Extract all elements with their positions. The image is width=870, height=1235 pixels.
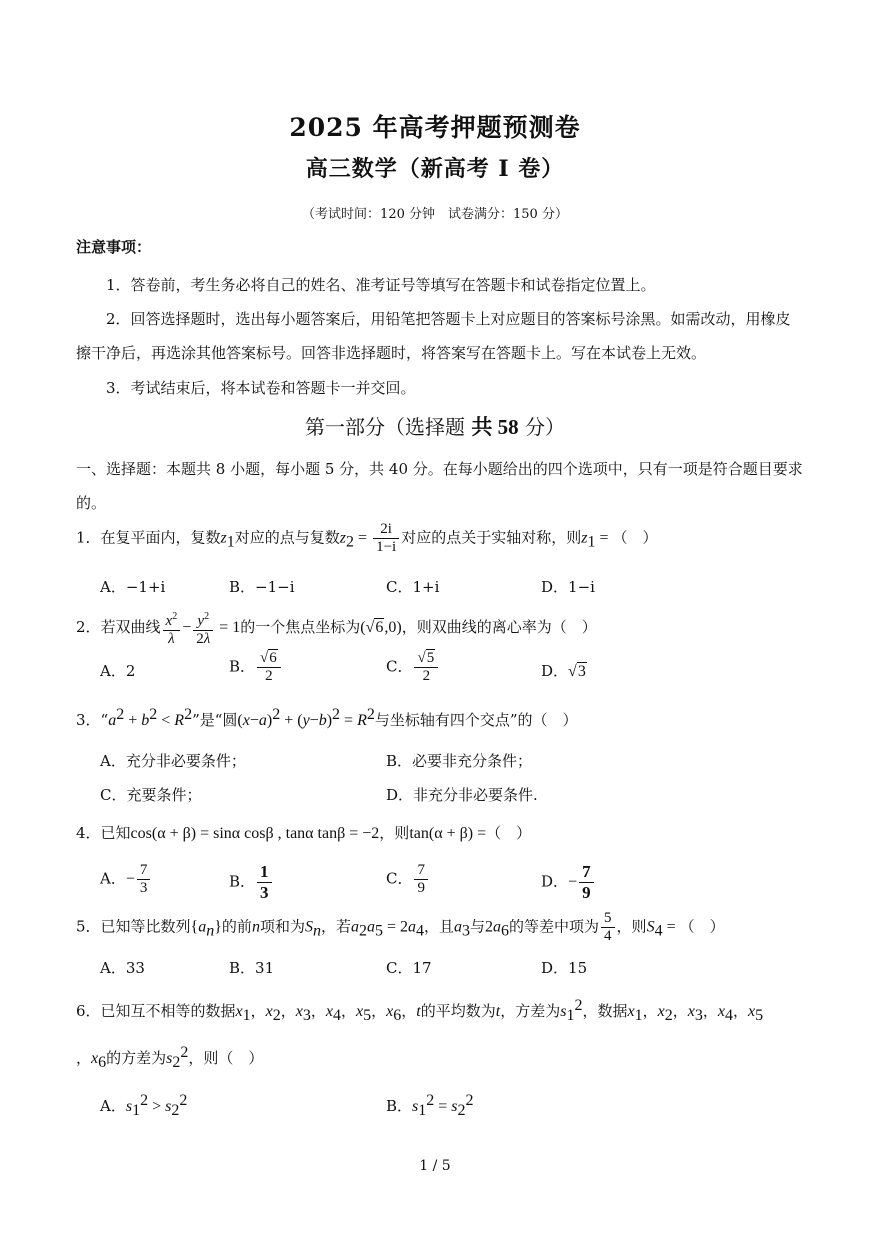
q2-option-d: D．√3 [541, 662, 586, 680]
q5-option-d: D．15 [541, 959, 588, 977]
notice-heading: 注意事项： [76, 238, 152, 256]
q5-option-b: B．31 [229, 959, 275, 977]
q6-option-b: B．$s_1^2 = s_2^2$ [386, 1092, 474, 1119]
q1-option-b: B．−1−i [229, 578, 295, 596]
notice-item-3: 3．考试结束后，将本试卷和答题卡一并交回。 [106, 379, 416, 397]
exam-time-info: （考试时间：120 分钟 试卷满分：150 分） [302, 207, 568, 222]
q6-option-a: A．$s_1^2 > s_2^2$ [100, 1092, 188, 1119]
q2-option-b: B． $\frac{√6}{2}$ [229, 650, 283, 685]
q4-option-b: B． $\frac{1}{3}$ [229, 862, 274, 903]
q4-option-d: D．− $\frac{7}{9}$ [541, 862, 596, 903]
question-3: 3．“$a^2 + b^2 < R^2$”是“圆$(x-a)^2 + (y-b)^2 = R^2$与坐标轴有四个交点”的（ ） [76, 706, 578, 729]
q3-option-c: C．充要条件； [100, 786, 202, 804]
question-6: 6．已知互不相等的数据$x_1$，$x_2$，$x_3$，$x_4$，$x_5$，$x_6$，t的平均数为t，方差为$s_1^2$，数据$x_1$，$x_2$，$x_3$，$x_4$，$x_5$ [76, 997, 764, 1024]
q1-option-d: D．1−i [541, 578, 595, 596]
q4-option-c: C． $\frac{7}{9}$ [386, 862, 430, 897]
question-4: 4．已知cos(α + β) = sinα cosβ , tanα tanβ = −2，则tan(α + β) =（ ） [76, 824, 532, 842]
q3-option-a: A．充分非必要条件； [100, 752, 246, 770]
question-6-line-2: ，$x_6$的方差为$s_2^2$，则（ ） [76, 1044, 264, 1071]
exam-subtitle: 高三数学（新高考 I 卷） [305, 156, 565, 182]
q3-option-b: B．必要非充分条件； [386, 752, 533, 770]
question-1: 1．在复平面内，复数$z_1$对应的点与复数$z_2$ = $\frac{2i}{1-i}$ 对应的点关于实轴对称，则$z_1$ = （ ） [76, 521, 658, 555]
q2-option-a: A．2 [100, 662, 136, 680]
question-2: 2．若双曲线 $\frac{x^2}{\lambda}$ − $\frac{y^2}{2\lambda}$ = 1的一个焦点坐标为(√6,0)，则双曲线的离心率为（ ） [76, 608, 597, 648]
question-5: 5．已知等比数列$\{a_n\}$的前n项和为$S_n$，若$a_2a_5 = 2a_4$，且$a_3$与$2a_6$的等差中项为 $\frac{5}{4}$ ，则$S_4$ = （ ） [76, 910, 725, 944]
part-title: 第一部分（选择题 共 58 分） [305, 415, 565, 439]
q1-option-a: A．−1+i [100, 578, 166, 596]
notice-item-2: 2．回答选择题时，选出每小题答案后，用铅笔把答题卡上对应题目的答案标号涂黑。如需改动，用橡皮擦干净后，再选涂其他答案标号。回答非选择题时，将答案写在答题卡上。写在本试卷上无效。 [76, 310, 791, 362]
q5-option-c: C．17 [386, 959, 432, 977]
q4-option-a: A．− $\frac{7}{3}$ [100, 862, 152, 897]
notice-item-1: 1．答卷前，考生务必将自己的姓名、准考证号等填写在答题卡和试卷指定位置上。 [106, 276, 656, 294]
page-number: 1 / 5 [419, 1158, 451, 1174]
q3-option-d: D．非充分非必要条件. [386, 786, 538, 804]
q5-option-a: A．33 [100, 959, 145, 977]
q2-option-c: C． $\frac{√5}{2}$ [386, 650, 440, 685]
section-instructions: 一、选择题：本题共 8 小题，每小题 5 分，共 40 分。在每小题给出的四个选项中，只有一项是符合题目要求的。 [76, 460, 803, 512]
q1-option-c: C．1+i [386, 578, 440, 596]
exam-title: 2025 年高考押题预测卷 [289, 113, 581, 142]
